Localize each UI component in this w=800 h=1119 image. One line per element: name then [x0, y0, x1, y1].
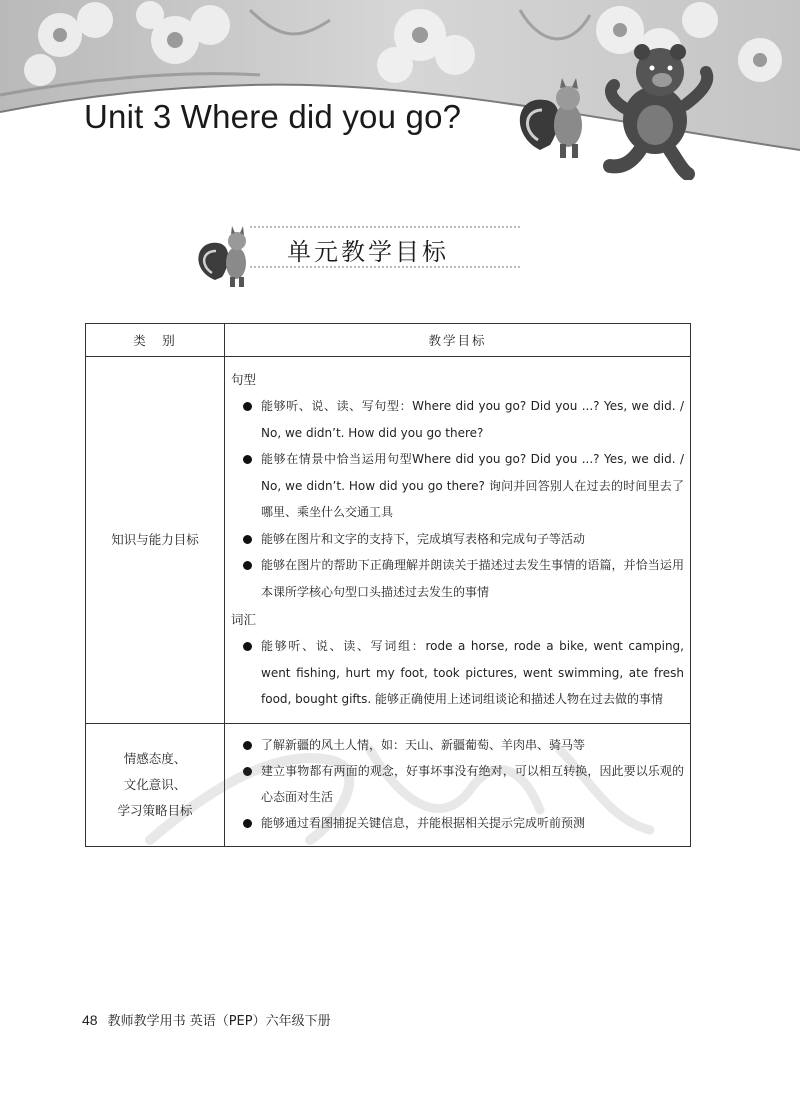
subhead-sentence-patterns: 句型 [231, 372, 257, 387]
header-category: 类 别 [86, 324, 225, 357]
category-line: 文化意识、 [123, 776, 187, 792]
bullet-icon [243, 455, 252, 464]
category-line: 学习策略目标 [117, 802, 193, 818]
page-number: 48 [82, 1012, 98, 1028]
table-row [86, 357, 691, 724]
list-item-text: 能够在情景中恰当运用句型Where did you go? Did you ...? Yes, we did. / No, we didn’t. How did you go there? 询问并回答别人在过去的时间里去了哪里、乘坐什么交通工具 [261, 452, 684, 519]
list-item-text: 建立事物都有两面的观念，好事坏事没有绝对，可以相互转换，因此要以乐观的心态面对生活 [261, 763, 684, 804]
list-item [231, 633, 684, 713]
category-cell: 知识与能力目标 [86, 357, 225, 724]
page-footer [82, 1010, 331, 1029]
list-item-text: 能够在图片的帮助下正确理解并朗读关于描述过去发生事情的语篇，并恰当运用本课所学核心句型口头描述过去发生的事情 [261, 558, 684, 599]
bullet-list [231, 393, 684, 605]
bullet-icon [243, 642, 252, 651]
book-title: 教师教学用书 英语（PEP）六年级下册 [107, 1014, 331, 1029]
header-goals: 教学目标 [225, 324, 691, 357]
list-item-text: 了解新疆的风土人情，如：天山、新疆葡萄、羊肉串、骑马等 [261, 737, 586, 752]
subhead-vocabulary: 词汇 [231, 612, 257, 627]
list-item-text: 能够听、说、读、写句型：Where did you go? Did you ...? Yes, we did. / No, we didn’t. How did you go there? [261, 399, 684, 440]
list-item-text: 能够通过看图捕捉关键信息，并能根据相关提示完成听前预测 [261, 815, 586, 830]
section-title: 单元教学目标 [287, 238, 449, 266]
list-item-text: 能够在图片和文字的支持下，完成填写表格和完成句子等活动 [261, 531, 586, 546]
list-item-text: 能够听、说、读、写词组：rode a horse, rode a bike, went camping, went fishing, hurt my foot, took pictures, went swimming, ate fresh food, bought gifts. 能够正确使用上述词组谈论和描述人物在过去做的事情 [261, 639, 684, 706]
list-item [231, 446, 684, 526]
bullet-list [231, 633, 684, 713]
watermark-graphic [140, 720, 660, 860]
unit-title: Unit 3 Where did you go? [84, 98, 462, 135]
list-item [231, 526, 684, 553]
category-line: 情感态度、 [123, 750, 187, 766]
bullet-icon [243, 561, 252, 570]
bullet-icon [243, 402, 252, 411]
bullet-icon [243, 535, 252, 544]
squirrel-and-bear-illustration [510, 40, 760, 180]
list-item [231, 552, 684, 605]
table-header-row [86, 324, 691, 357]
list-item [231, 393, 684, 446]
section-heading [190, 215, 530, 295]
goals-cell [225, 357, 691, 724]
